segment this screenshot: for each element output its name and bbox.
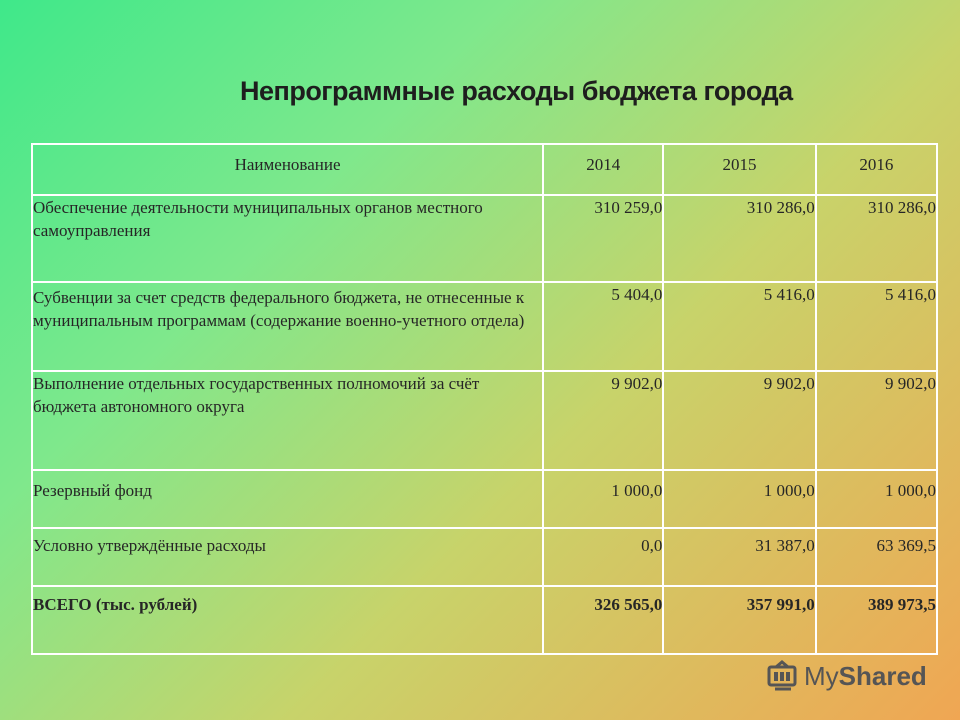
page-title: Непрограммные расходы бюджета города (240, 76, 793, 106)
row-value-2015: 310 286,0 (663, 195, 815, 282)
header-name: Наименование (32, 144, 543, 195)
myshared-logo-icon (766, 659, 800, 693)
row-name: Условно утверждённые расходы (32, 528, 543, 586)
total-label: ВСЕГО (тыс. рублей) (32, 586, 543, 654)
row-name: Субвенции за счет средств федерального бюджета, не отнесенные к муниципальным программам (содержание военно-учетного отдела) (32, 282, 543, 371)
table-row (32, 195, 937, 282)
table-row (32, 371, 937, 470)
table-row (32, 528, 937, 586)
header-2014: 2014 (543, 144, 663, 195)
table-total-row (32, 586, 937, 654)
header-2016: 2016 (816, 144, 937, 195)
watermark-text-my: My (804, 660, 839, 691)
watermark-text-shared: Shared (838, 660, 927, 691)
budget-table (31, 143, 938, 655)
row-value-2016: 63 369,5 (816, 528, 937, 586)
table-row (32, 470, 937, 528)
table-row (32, 282, 937, 371)
row-value-2015: 5 416,0 (663, 282, 815, 371)
table-header-row (32, 144, 937, 195)
row-value-2016: 1 000,0 (816, 470, 937, 528)
row-value-2014: 0,0 (543, 528, 663, 586)
header-2015: 2015 (663, 144, 815, 195)
row-value-2015: 9 902,0 (663, 371, 815, 470)
row-value-2016: 310 286,0 (816, 195, 937, 282)
row-name: Выполнение отдельных государственных полномочий за счёт бюджета автономного округа (32, 371, 543, 470)
row-name: Обеспечение деятельности муниципальных органов местного самоуправления (32, 195, 543, 282)
myshared-watermark (766, 658, 927, 694)
row-value-2015: 1 000,0 (663, 470, 815, 528)
row-value-2014: 1 000,0 (543, 470, 663, 528)
row-value-2015: 31 387,0 (663, 528, 815, 586)
total-value-2014: 326 565,0 (543, 586, 663, 654)
row-value-2014: 310 259,0 (543, 195, 663, 282)
total-value-2016: 389 973,5 (816, 586, 937, 654)
total-value-2015: 357 991,0 (663, 586, 815, 654)
row-value-2014: 5 404,0 (543, 282, 663, 371)
row-value-2016: 9 902,0 (816, 371, 937, 470)
row-value-2014: 9 902,0 (543, 371, 663, 470)
row-value-2016: 5 416,0 (816, 282, 937, 371)
row-name: Резервный фонд (32, 470, 543, 528)
